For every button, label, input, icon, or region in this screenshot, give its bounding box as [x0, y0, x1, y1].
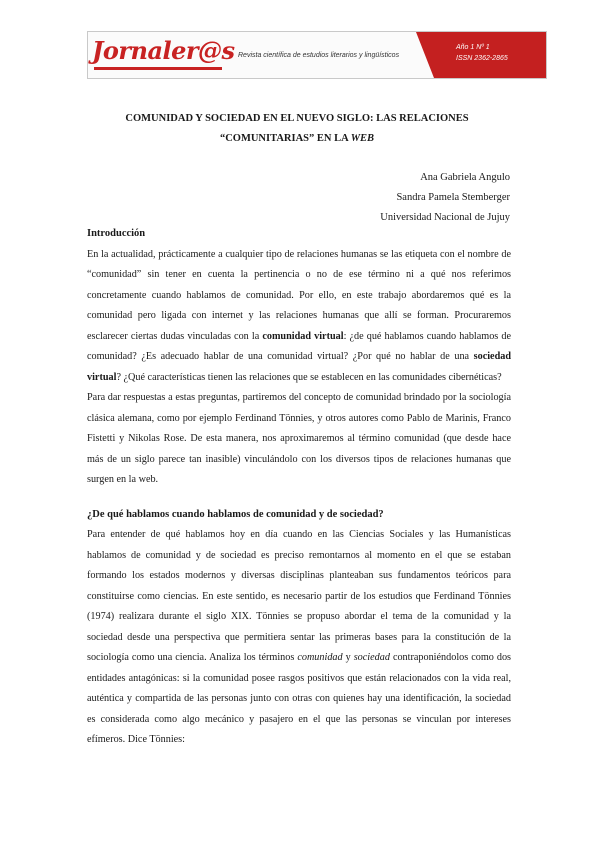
- article-body: [87, 224, 511, 751]
- italic-term-sociedad: sociedad: [353, 652, 390, 663]
- text-run: En la actualidad, prácticamente a cualquier tipo de relaciones humanas se las etiqueta con el nombre de “comunidad” sin tener en cuenta la pertinencia o no de ese término ni a qué nos referimos concretamente cuando hablamos de comunidad. Por ello, en este trabajo abordaremos qué es la comunidad pero ligada con internet y las relaciones humanas que allí se forman. Procuraremos esclarecer ciertas dudas vinculadas con la: [87, 248, 511, 342]
- section-gap: [87, 491, 511, 505]
- title-line-2: [87, 129, 507, 149]
- journal-tagline: Revista científica de estudios literarios y lingüísticos: [238, 52, 400, 59]
- journal-banner: [87, 31, 547, 79]
- intro-paragraph-1: [87, 245, 511, 389]
- issue-panel: [434, 32, 546, 78]
- issue-number: Año 1 Nº 1: [456, 44, 490, 51]
- text-run: y: [342, 652, 354, 663]
- text-run: contraponiéndolos como dos entidades antagónicas: si la comunidad posee rasgos positivos que están relacionados con la vida real, auténtica y compartida de las personas junto con otras con quienes hay una identificación, la sociedad es considerada como algo mecánico y pasajero en el que las personas se vinculan por intereses efímeros. Dice Tönnies:: [87, 652, 512, 745]
- section-heading-intro: Introducción: [87, 228, 146, 239]
- article-title: [87, 109, 507, 149]
- section-heading-2: ¿De qué hablamos cuando hablamos de comunidad y de sociedad?: [87, 508, 384, 520]
- title-line-2-text: “COMUNITARIAS” EN LA: [219, 133, 351, 144]
- intro-paragraph-2: Para dar respuestas a estas preguntas, partiremos del concepto de comunidad brindado por la sociología clásica alemana, como por ejemplo Ferdinand Tönnies, y otros autores como Pablo de Marinis, Franco Fistetti y Nikolas Rose. De esta manera, nos aproximaremos al término comunidad (que desde hace más de un siglo parece tan inasible) vinculándolo con los diversos tipos de relaciones humanas que surgen en la web.: [87, 392, 511, 485]
- author-2: Sandra Pamela Stemberger: [396, 192, 510, 203]
- title-italic-web: WEB: [350, 133, 375, 144]
- italic-term-comunidad: comunidad: [297, 652, 343, 663]
- section-2-paragraph-1: [87, 525, 511, 751]
- affiliation: Universidad Nacional de Jujuy: [380, 212, 510, 223]
- title-line-1: COMUNIDAD Y SOCIEDAD EN EL NUEVO SIGLO: LAS RELACIONES: [125, 113, 469, 124]
- issn: ISSN 2362-2865: [456, 55, 508, 62]
- logo-underline: [94, 67, 222, 70]
- journal-logo: Jornaler@s: [92, 36, 235, 65]
- text-run: Para entender de qué hablamos hoy en día cuando en las Ciencias Sociales y las Humanísticas hablamos de comunidad y de sociedad es preciso remontarnos al momento en el que se estaban formando los estados modernos y diversas disciplinas planteaban sus fundamentos teóricos para constituirse como ciencias. En este sentido, es necesario partir de los estudios que Ferdinand Tönnies (1974) realizara durante el siglo XIX. Tönnies se propuso abordar el tema de la comunidad y la sociedad desde una perspectiva que permitiera sentar las primeras bases para la constitución de la sociología como una ciencia. Analiza los términos: [87, 529, 511, 663]
- bold-term-sociedad-virtual: sociedad virtual: [87, 351, 511, 383]
- text-run: : ¿de qué hablamos cuando hablamos de comunidad? ¿Es adecuado hablar de una comunidad virtual? ¿Por qué no hablar de una: [87, 330, 511, 362]
- author-block: [380, 168, 510, 228]
- bold-term-comunidad-virtual: comunidad virtual: [262, 330, 344, 342]
- issue-info: [456, 42, 508, 64]
- text-run: ? ¿Qué características tienen las relaciones que se establecen en las comunidades cibernéticas?: [116, 371, 502, 383]
- author-1: Ana Gabriela Angulo: [420, 172, 510, 183]
